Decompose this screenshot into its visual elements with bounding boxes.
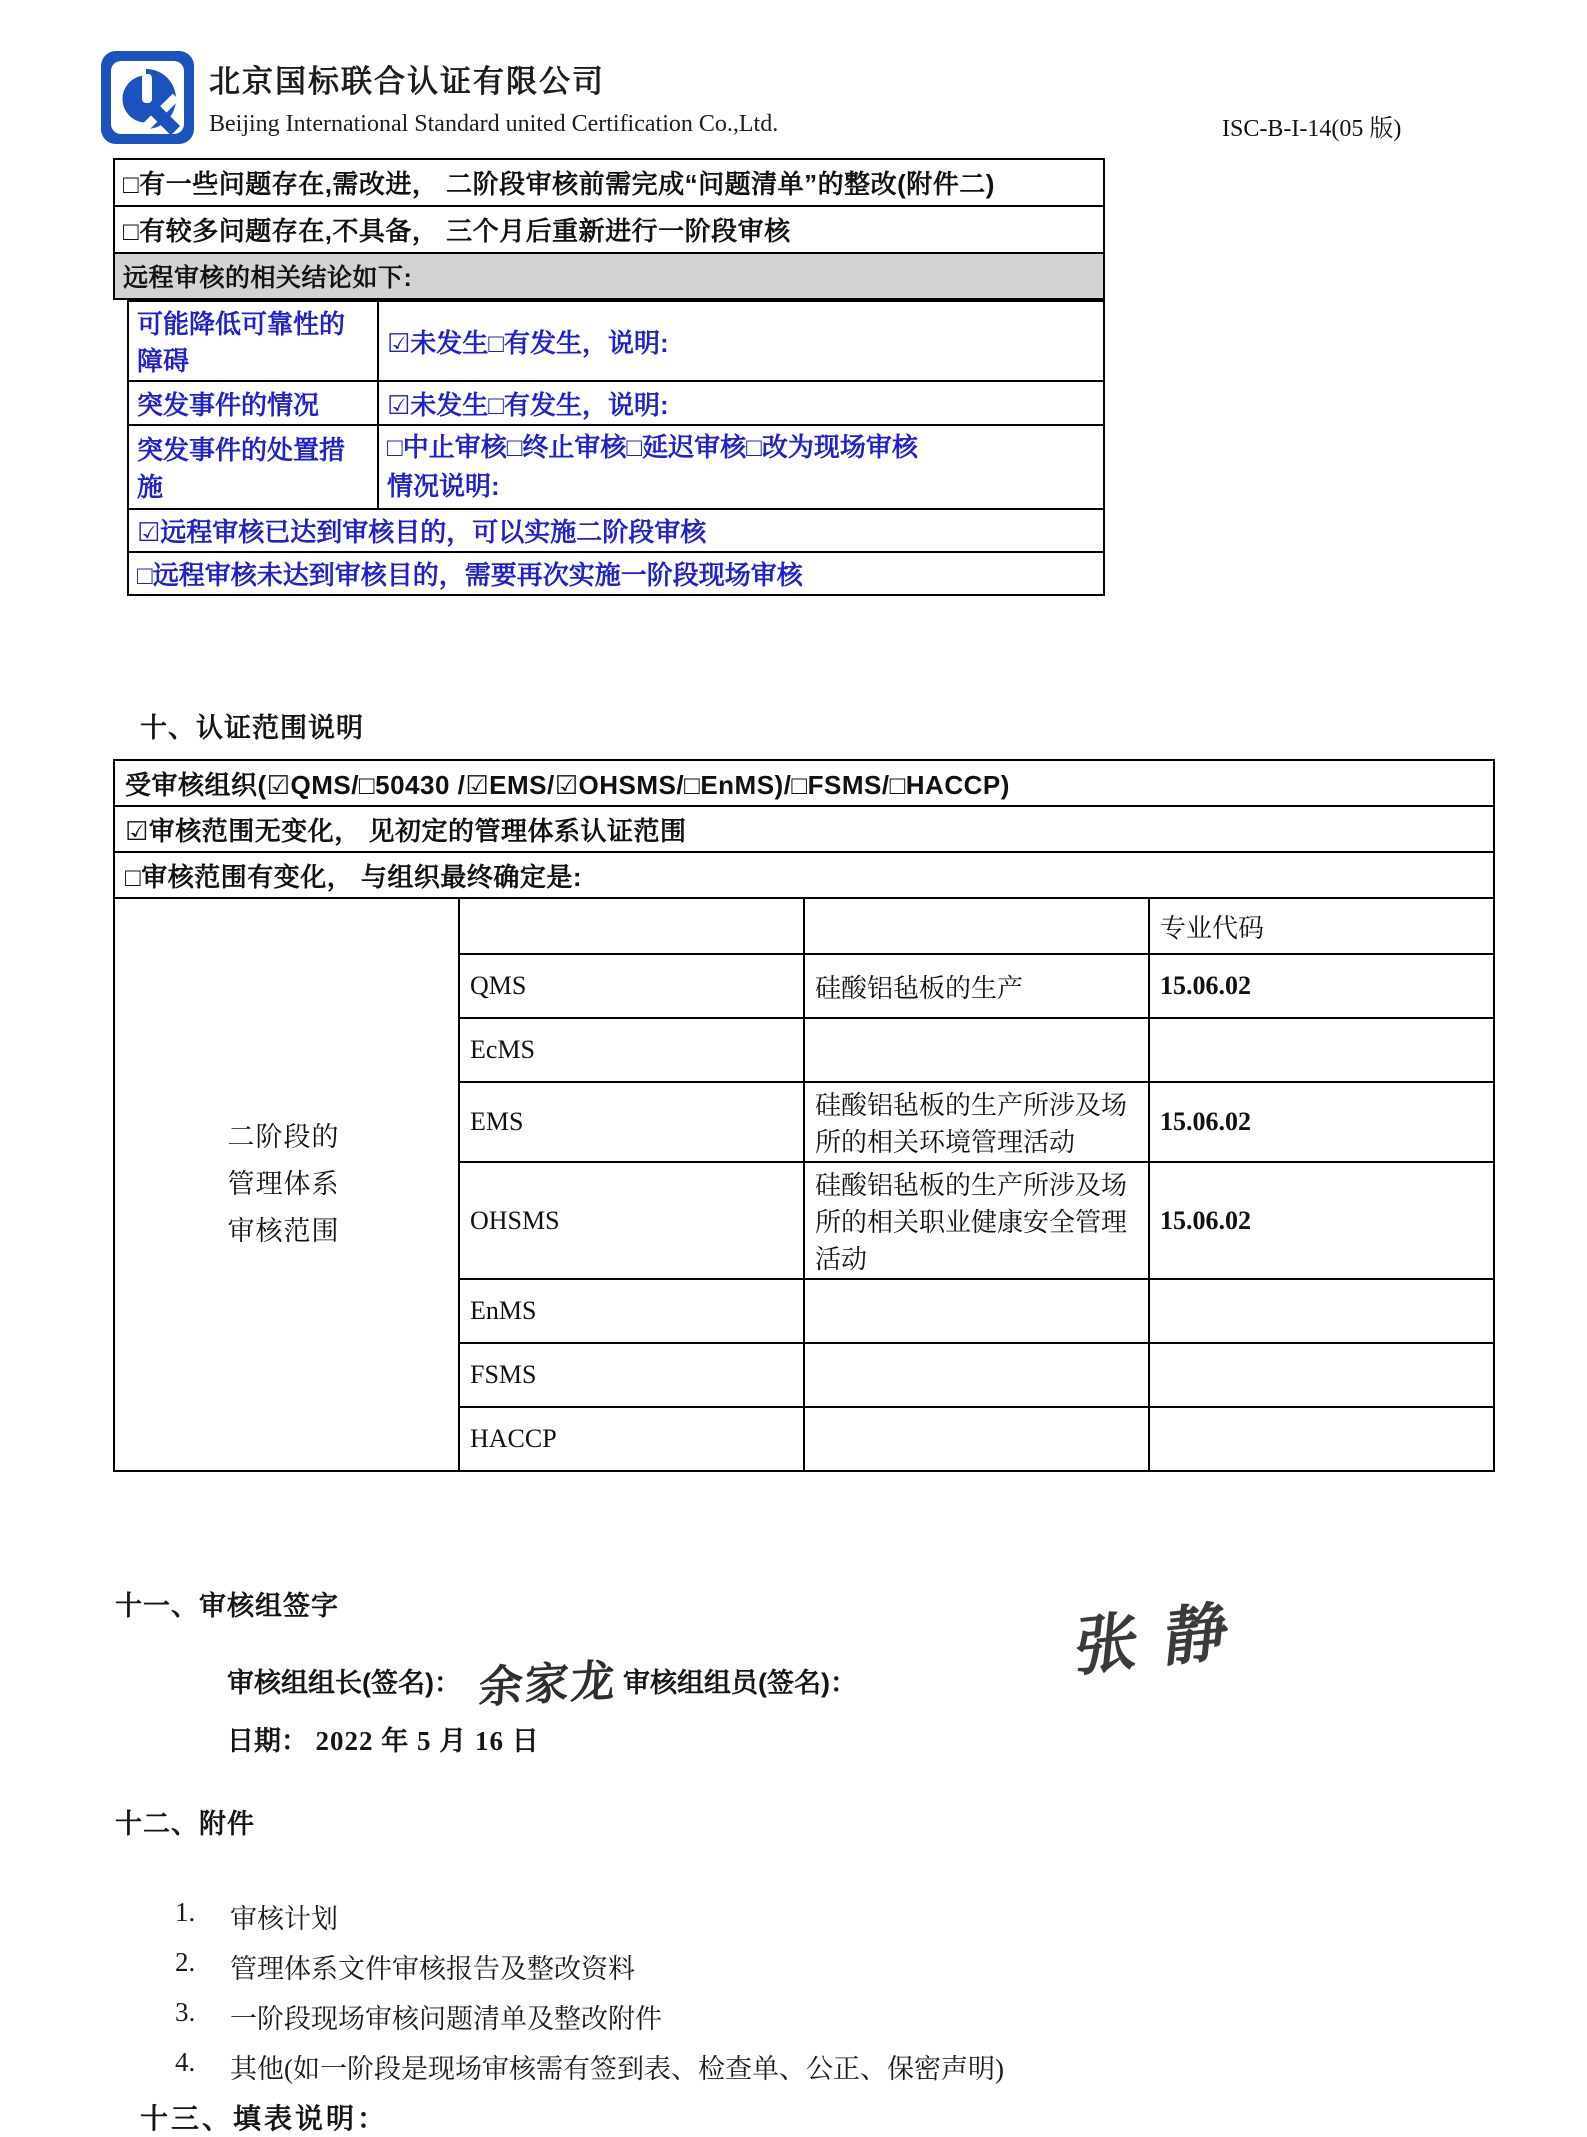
- leader-handwritten-signature: 余家龙: [477, 1656, 618, 1713]
- attachment-item: [175, 1947, 1587, 1984]
- attachment-text: 审核计划: [230, 1904, 338, 1934]
- attachment-number: 1.: [175, 1897, 196, 1927]
- scope-system: QMS: [459, 954, 804, 1018]
- date-label: 日期：: [227, 1726, 308, 1756]
- scope-code: 15.06.02: [1149, 1082, 1494, 1162]
- certification-scope-table: [113, 759, 1495, 1472]
- remote-audit-table: [127, 300, 1105, 596]
- signature-date-line: [227, 1719, 1587, 1758]
- scope-system: EcMS: [459, 1018, 804, 1082]
- section13-title: 十三、填表说明：: [140, 2103, 389, 2134]
- scope-desc: 硅酸铝毡板的生产所涉及场所的相关环境管理活动: [804, 1082, 1149, 1162]
- checkbox-scope-changed[interactable]: □审核范围有变化， 与组织最终确定是:: [114, 852, 1494, 898]
- scope-merged-label-cell: [114, 898, 459, 1471]
- checkbox-value-reliability-obstacle[interactable]: ☑未发生□有发生，说明:: [378, 301, 1104, 381]
- scope-desc: 硅酸铝毡板的生产: [804, 954, 1149, 1018]
- checkbox-remote-goal-not-achieved[interactable]: □远程审核未达到审核目的，需要再次实施一阶段现场审核: [128, 552, 1104, 595]
- attachment-item: [175, 2047, 1587, 2084]
- scope-system: FSMS: [459, 1343, 804, 1407]
- scope-desc-header-empty: [804, 898, 1149, 954]
- scope-system: EnMS: [459, 1279, 804, 1343]
- doc-form-code: ISC-B-I-14(05 版): [1222, 116, 1402, 142]
- scope-desc: [804, 1407, 1149, 1471]
- member-signature-label: 审核组组员(签名)：: [622, 1667, 857, 1698]
- scope-system-header-empty: [459, 898, 804, 954]
- audited-org-systems-row[interactable]: 受审核组织(☑QMS/□50430 /☑EMS/☑OHSMS/□EnMS)/□FSMS/□HACCP): [114, 760, 1494, 806]
- stage1-conclusion-table: [113, 158, 1105, 300]
- scope-desc: [804, 1343, 1149, 1407]
- attachments-list: [175, 1897, 1587, 2084]
- scope-code: [1149, 1343, 1494, 1407]
- scope-system: OHSMS: [459, 1162, 804, 1279]
- checkbox-scope-unchanged[interactable]: ☑审核范围无变化， 见初定的管理体系认证范围: [114, 806, 1494, 852]
- section10-title: 十、认证范围说明: [140, 713, 364, 743]
- attachment-number: 4.: [175, 2047, 196, 2077]
- document-header: [0, 0, 1587, 146]
- scope-code: 15.06.02: [1149, 954, 1494, 1018]
- scope-code: [1149, 1279, 1494, 1343]
- company-logo-icon: [100, 50, 195, 145]
- company-name-block: [209, 50, 778, 138]
- scope-code: [1149, 1407, 1494, 1471]
- attachment-number: 2.: [175, 1947, 196, 1977]
- scope-desc: 硅酸铝毡板的生产所涉及场所的相关职业健康安全管理活动: [804, 1162, 1149, 1279]
- section11-title: 十一、审核组签字: [115, 1591, 339, 1621]
- attachment-text: 其他(如一阶段是现场审核需有签到表、检查单、公正、保密声明): [230, 2054, 1004, 2084]
- member-handwritten-signature: 张静: [1071, 1593, 1258, 1685]
- scope-desc: [804, 1279, 1149, 1343]
- scope-merged-label: 二阶段的管理体系审核范围: [227, 1121, 340, 1247]
- row-label-emergency-situation: 突发事件的情况: [128, 381, 378, 425]
- attachment-item: [175, 1897, 1587, 1934]
- checkbox-value-emergency-measures[interactable]: [378, 425, 1104, 509]
- emergency-measures-note-label: 情况说明:: [387, 471, 500, 501]
- remote-conclusion-header: 远程审核的相关结论如下:: [114, 253, 1104, 299]
- section12-title: 十二、附件: [115, 1809, 255, 1839]
- attachment-text: 一阶段现场审核问题清单及整改附件: [230, 2004, 662, 2034]
- emergency-measures-options[interactable]: □中止审核□终止审核□延迟审核□改为现场审核: [387, 432, 918, 462]
- scope-code-header: 专业代码: [1149, 898, 1494, 954]
- scope-desc: [804, 1018, 1149, 1082]
- checkbox-remote-goal-achieved[interactable]: ☑远程审核已达到审核目的，可以实施二阶段审核: [128, 509, 1104, 552]
- checkbox-option-needs-improvement[interactable]: □有一些问题存在,需改进， 二阶段审核前需完成“问题清单”的整改(附件二): [114, 159, 1104, 206]
- row-label-emergency-measures: 突发事件的处置措施: [128, 425, 378, 509]
- checkbox-value-emergency-situation[interactable]: ☑未发生□有发生，说明:: [378, 381, 1104, 425]
- attachment-item: [175, 1997, 1587, 2034]
- date-value: 2022 年 5 月 16 日: [315, 1726, 540, 1756]
- scope-code: 15.06.02: [1149, 1162, 1494, 1279]
- leader-signature-label: 审核组组长(签名)：: [227, 1667, 461, 1698]
- attachment-number: 3.: [175, 1997, 196, 2027]
- scope-code: [1149, 1018, 1494, 1082]
- scope-system: EMS: [459, 1082, 804, 1162]
- signature-line: [227, 1593, 1587, 1713]
- company-name-cn: 北京国标联合认证有限公司: [209, 64, 605, 99]
- row-label-reliability-obstacle: 可能降低可靠性的障碍: [128, 301, 378, 381]
- checkbox-option-not-qualified[interactable]: □有较多问题存在,不具备， 三个月后重新进行一阶段审核: [114, 206, 1104, 253]
- attachment-text: 管理体系文件审核报告及整改资料: [230, 1954, 635, 1984]
- company-name-en: Beijing International Standard united Certification Co.,Ltd.: [209, 111, 779, 137]
- scope-system: HACCP: [459, 1407, 804, 1471]
